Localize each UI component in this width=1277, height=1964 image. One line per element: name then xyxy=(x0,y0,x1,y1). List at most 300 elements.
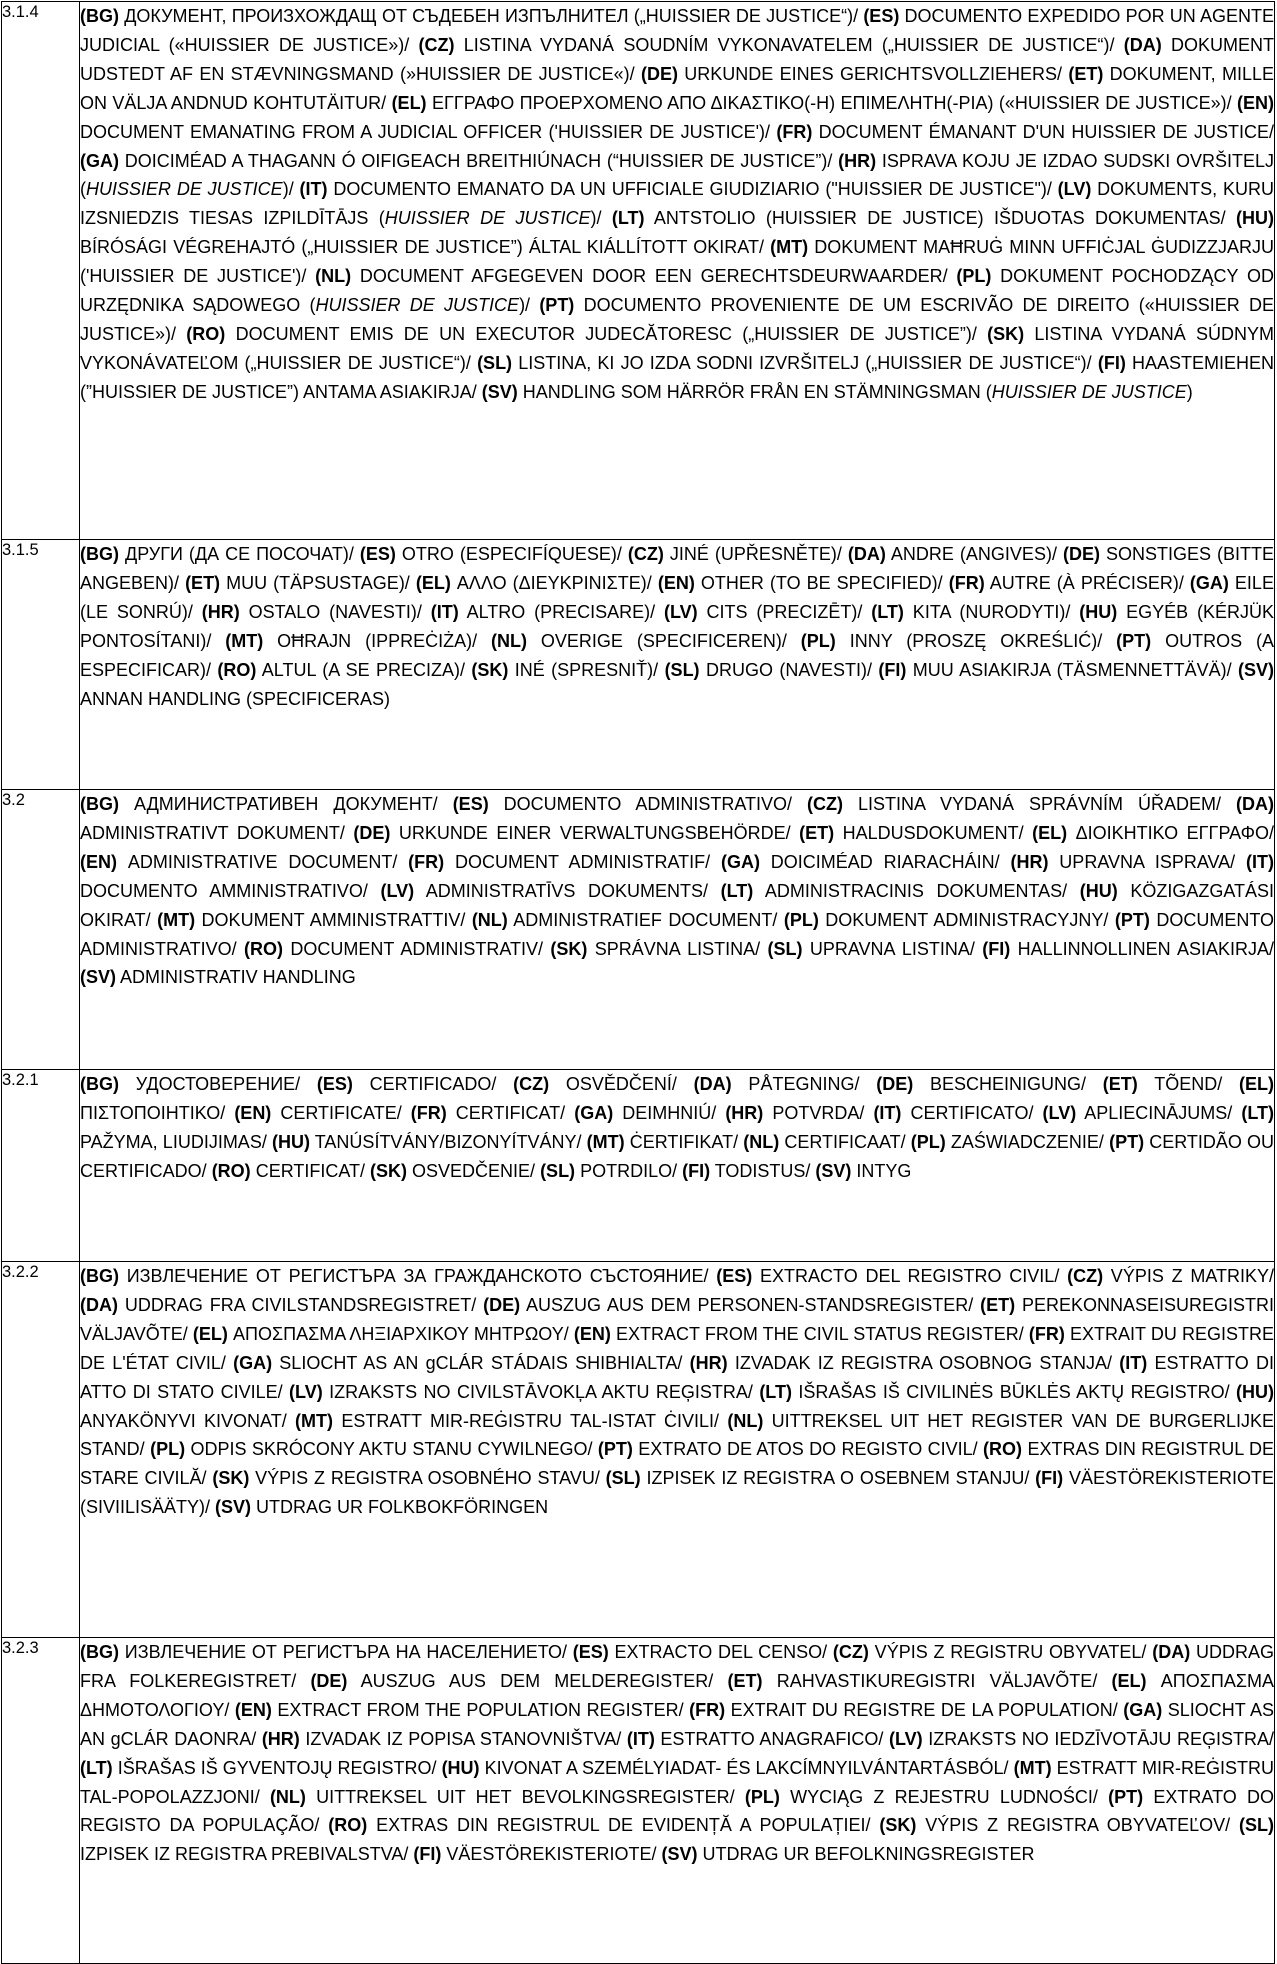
translation-text: VÝPIS Z REGISTRA OSOBNÉHO STAVU/ xyxy=(249,1468,606,1489)
translation-text: VÝPIS Z REGISTRA OBYVATEĽOV/ xyxy=(916,1815,1240,1836)
translation-text: ESTRATT MIR-REĠISTRU TAL-ISTAT ĊIVILI/ xyxy=(333,1410,728,1431)
translation-text: ΑΠΟΣΠΑΣΜΑ ΛΗΞΙΑΡΧΙΚΟΥ ΜΗΤΡΩΟΥ/ xyxy=(227,1323,574,1344)
translation-text: EXTRAIT DU REGISTRE DE L'ÉTAT CIVIL/ xyxy=(80,1323,1274,1373)
translation-text: LISTINA VYDANÁ SPRÁVNÍM ÚŘADEM/ xyxy=(843,794,1237,814)
translation-text: EXTRACT FROM THE POPULATION REGISTER/ xyxy=(271,1699,690,1720)
row-number: 3.1.5 xyxy=(2,540,80,790)
translation-text: ИЗВЛЕЧЕНИЕ ОТ РЕГИСТЪРА ЗА ГРАЖДАНСКОТО СЪСТОЯНИЕ/ xyxy=(119,1266,717,1286)
translation-text-end: ) xyxy=(1186,381,1193,402)
translation-text: HALLINNOLLINEN ASIAKIRJA/ xyxy=(1010,938,1275,959)
translation-text: UDDRAG FRA FOLKEREGISTRET/ xyxy=(80,1642,1274,1691)
translation-text: IZVADAK IZ POPISA STANOVNIŠTVA/ xyxy=(299,1728,627,1749)
translation-text: URKUNDE EINER VERWALTUNGSBEHÖRDE/ xyxy=(390,822,800,843)
translation-text: UPRAVNA ISPRAVA/ xyxy=(1048,851,1247,872)
document-table-body xyxy=(2,2,1275,1964)
language-code: (CZ) xyxy=(1067,1266,1104,1286)
translation-text: DOCUMENTO EXPEDIDO POR UN AGENTE JUDICIAL («HUISSIER DE JUSTICE»)/ xyxy=(80,6,1274,55)
language-code: (PT) xyxy=(1116,630,1152,651)
row-text xyxy=(80,1262,1275,1638)
translation-text: DOCUMENTO AMMINISTRATIVO/ xyxy=(80,880,381,901)
language-code: (HR) xyxy=(689,1352,728,1373)
language-code: (FR) xyxy=(1028,1323,1065,1344)
translation-text: OSVĚDČENÍ/ xyxy=(549,1074,694,1094)
translation-text: ADMINISTRATIVT DOKUMENT/ xyxy=(80,822,354,843)
language-code: (BG) xyxy=(80,6,119,26)
translation-text: BESCHEINIGUNG/ xyxy=(913,1074,1103,1094)
translation-text: RAHVASTIKUREGISTRI VÄLJAVÕTE/ xyxy=(762,1670,1112,1691)
language-code: (DA) xyxy=(847,544,886,564)
translation-text: EXTRAIT DU REGISTRE DE LA POPULATION/ xyxy=(725,1699,1124,1720)
translation-text: LISTINA VYDANÁ SÚDNYM VYKONÁVATEĽOM („HUISSIER DE JUSTICE“)/ xyxy=(80,323,1274,373)
row-number: 3.2 xyxy=(2,790,80,1070)
language-code: (SV) xyxy=(815,1160,852,1181)
translation-text: IZPISEK IZ REGISTRA PREBIVALSTVA/ xyxy=(80,1844,414,1865)
row-text xyxy=(80,540,1275,790)
language-code: (EL) xyxy=(391,92,427,113)
language-code: (EN) xyxy=(1237,92,1275,113)
translation-text: CERTIFICADO/ xyxy=(352,1074,514,1094)
translation-text: DOCUMENTO PROVENIENTE DE UM ESCRIVÃO DE DIREITO («HUISSIER DE JUSTICE»)/ xyxy=(80,295,1274,344)
language-code: (RO) xyxy=(328,1815,368,1836)
translation-text: OSVEDČENIE/ xyxy=(407,1160,541,1181)
translation-text: DOCUMENT EMIS DE UN EXECUTOR JUDECĂTORESC („HUISSIER DE JUSTICE”)/ xyxy=(225,323,988,344)
language-code: (PL) xyxy=(956,266,992,287)
language-code: (SV) xyxy=(661,1844,698,1865)
translation-text: SLIOCHT AS AN gCLÁR DAONRA/ xyxy=(80,1699,1274,1749)
row-number: 3.2.3 xyxy=(2,1638,80,1964)
translation-text: DOCUMENT AFGEGEVEN DOOR EEN GERECHTSDEURWAARDER/ xyxy=(351,266,957,287)
row-text xyxy=(80,790,1275,1070)
language-code: (PL) xyxy=(744,1786,780,1807)
translation-text: AUSZUG AUS DEM PERSONEN-STANDSREGISTER/ xyxy=(520,1294,981,1315)
language-code: (EL) xyxy=(1239,1074,1274,1094)
language-code: (CZ) xyxy=(513,1074,550,1094)
language-code: (DA) xyxy=(1123,34,1162,55)
translation-text: TANÚSÍTVÁNY/BIZONYÍTVÁNY/ xyxy=(309,1131,587,1152)
language-code: (HU) xyxy=(1236,208,1274,229)
translation-text: ΑΛΛΟ (ΔΙΕΥΚΡΙΝΙΣΤΕ)/ xyxy=(450,572,658,593)
language-code: (ET) xyxy=(1102,1074,1138,1094)
translation-text: DOKUMENT ADMINISTRACYJNY/ xyxy=(818,909,1115,930)
language-code: (ET) xyxy=(799,822,835,843)
language-code: (ES) xyxy=(359,544,396,564)
language-code: (EL) xyxy=(192,1323,228,1344)
language-code: (CZ) xyxy=(627,544,664,564)
translation-text: KIVONAT A SZEMÉLYIADAT- ÉS LAKCÍMNYILVÁNTARTÁSBÓL/ xyxy=(479,1757,1014,1778)
translation-text: УДОСТОВЕРЕНИЕ/ xyxy=(119,1074,317,1094)
language-code: (IT) xyxy=(299,179,328,200)
language-code: (RO) xyxy=(244,938,284,959)
language-code: (LV) xyxy=(664,601,698,622)
language-code: (PT) xyxy=(597,1439,633,1460)
translation-text: TODISTUS/ xyxy=(710,1160,816,1181)
language-code: (PT) xyxy=(1109,1131,1145,1152)
language-code: (DE) xyxy=(310,1670,348,1691)
translation-text: OTRO (ESPECIFÍQUESE)/ xyxy=(395,544,628,564)
language-code: (EN) xyxy=(234,1102,272,1123)
translation-text: CITS (PRECIZĒT)/ xyxy=(697,601,872,622)
language-code: (PL) xyxy=(910,1131,946,1152)
translation-text: DOCUMENTO EMANATO DA UN UFFICIALE GIUDIZIARIO ("HUISSIER DE JUSTICE")/ xyxy=(327,179,1058,200)
language-code: (MT) xyxy=(157,909,196,930)
translation-text-end: )/ xyxy=(282,179,300,200)
translation-text: EXTRACTO DEL CENSO/ xyxy=(608,1642,833,1662)
language-code: (GA) xyxy=(80,150,119,171)
translation-text: ΑΠΟΣΠΑΣΜΑ ΔΗΜΟΤΟΛΟΓΙΟΥ/ xyxy=(80,1670,1274,1720)
language-code: (IT) xyxy=(626,1728,655,1749)
translation-text: JINÉ (UPŘESNĚTE)/ xyxy=(663,544,848,564)
language-code: (IT) xyxy=(1246,851,1274,872)
language-code: (HU) xyxy=(1079,601,1118,622)
language-code: (LT) xyxy=(611,208,645,229)
language-code: (GA) xyxy=(1189,572,1229,593)
language-code: (SV) xyxy=(1237,659,1274,680)
translation-text: IZPISEK IZ REGISTRA O OSEBNEM STANJU/ xyxy=(640,1468,1036,1489)
translation-text: EXTRACTO DEL REGISTRO CIVIL/ xyxy=(752,1266,1068,1286)
translation-text: IZVADAK IZ REGISTRA OSOBNOG STANJA/ xyxy=(727,1352,1120,1373)
language-code: (HR) xyxy=(1010,851,1049,872)
language-code: (SK) xyxy=(212,1468,250,1489)
translation-text: ΔΙΟΙΚΗΤΙΚΟ ΕΓΓΡΑΦΟ/ xyxy=(1067,822,1274,843)
italic-term: HUISSIER DE JUSTICE xyxy=(991,381,1187,402)
language-code: (NL) xyxy=(743,1131,780,1152)
translation-text: DOKUMENT AMMINISTRATTIV/ xyxy=(195,909,472,930)
language-code: (HR) xyxy=(838,150,877,171)
translation-text-end: )/ xyxy=(590,208,612,229)
translation-text-end: )/ xyxy=(519,295,540,316)
translation-text: CERTIDÃO OU CERTIFICADO/ xyxy=(80,1131,1275,1181)
language-code: (FI) xyxy=(682,1160,711,1181)
translation-text: INÉ (SPRESNIŤ)/ xyxy=(508,659,665,680)
translation-text: UDDRAG FRA CIVILSTANDSREGISTRET/ xyxy=(118,1294,484,1315)
table-row xyxy=(2,1070,1275,1262)
language-code: (MT) xyxy=(586,1131,625,1152)
language-code: (HU) xyxy=(271,1131,310,1152)
translation-text: VÄESTÖREKISTERIOTE/ xyxy=(441,1844,662,1865)
language-code: (EN) xyxy=(657,572,695,593)
language-code: (RO) xyxy=(211,1160,251,1181)
translation-text: IZRAKSTS NO IEDZĪVOTĀJU REĢISTRA/ xyxy=(922,1728,1274,1749)
language-code: (DE) xyxy=(640,63,678,84)
language-code: (ET) xyxy=(185,572,221,593)
translation-text: DOCUMENT ÉMANANT D'UN HUISSIER DE JUSTICE/ xyxy=(812,121,1274,142)
language-code: (FR) xyxy=(408,851,445,872)
translation-text: ANDRE (ANGIVES)/ xyxy=(885,544,1063,564)
translation-text: АДМИНИСТРАТИВЕН ДОКУМЕНТ/ xyxy=(119,794,453,814)
language-code: (SL) xyxy=(477,352,513,373)
table-row xyxy=(2,790,1275,1070)
language-code: (EN) xyxy=(573,1323,611,1344)
language-code: (PT) xyxy=(1114,909,1150,930)
language-code: (BG) xyxy=(80,1266,119,1286)
language-code: (LV) xyxy=(1042,1102,1077,1123)
language-code: (FR) xyxy=(776,121,813,142)
translation-text: DRUGO (NAVESTI)/ xyxy=(699,659,879,680)
language-code: (DA) xyxy=(1236,794,1275,814)
translation-text: UITTREKSEL UIT HET REGISTER VAN DE BURGERLIJKE STAND/ xyxy=(80,1410,1274,1460)
language-code: (RO) xyxy=(217,659,257,680)
translation-text: KITA (NURODYTI)/ xyxy=(903,601,1080,622)
language-code: (FI) xyxy=(878,659,907,680)
translation-text: VÝPIS Z MATRIKY/ xyxy=(1103,1266,1275,1286)
italic-term: HUISSIER DE JUSTICE xyxy=(315,295,520,316)
translation-text: EILE (LE SONRÚ)/ xyxy=(80,572,1274,622)
table-row xyxy=(2,1638,1275,1964)
translation-text: OUTROS (A ESPECIFICAR)/ xyxy=(80,630,1274,680)
translation-text: BÍRÓSÁGI VÉGREHAJTÓ („HUISSIER DE JUSTICE”) ÁLTAL KIÁLLÍTOTT OKIRAT/ xyxy=(80,237,771,258)
row-number: 3.2.1 xyxy=(2,1070,80,1262)
translation-text: LISTINA VYDANÁ SOUDNÍM VYKONAVATELEM („HUISSIER DE JUSTICE“)/ xyxy=(454,34,1124,55)
language-code: (FI) xyxy=(1035,1468,1064,1489)
language-code: (GA) xyxy=(720,851,760,872)
row-text xyxy=(80,2,1275,540)
translation-text: IZRAKSTS NO CIVILSTĀVOKĻA AKTU REĢISTRA/ xyxy=(322,1381,760,1402)
translation-text: POTRDILO/ xyxy=(575,1160,683,1181)
language-code: (SL) xyxy=(664,659,700,680)
translation-text: CERTIFICAT/ xyxy=(446,1102,575,1123)
italic-term: HUISSIER DE JUSTICE xyxy=(86,179,283,200)
language-code: (HU) xyxy=(441,1757,480,1778)
language-code: (LT) xyxy=(80,1757,113,1778)
translation-text: DOCUMENT EMANATING FROM A JUDICIAL OFFICER ('HUISSIER DE JUSTICE')/ xyxy=(80,121,777,142)
translation-text: ADMINISTRATĪVS DOKUMENTS/ xyxy=(414,880,721,901)
translation-text: URKUNDE EINES GERICHTSVOLLZIEHERS/ xyxy=(677,63,1069,84)
language-code: (SV) xyxy=(80,967,116,988)
translation-text: ESTRATTO ANAGRAFICO/ xyxy=(654,1728,889,1749)
language-code: (LV) xyxy=(289,1381,323,1402)
language-code: (CZ) xyxy=(807,794,843,814)
language-code: (SL) xyxy=(605,1468,641,1489)
table-row xyxy=(2,1262,1275,1638)
translation-text: ISPRAVA KOJU JE IZDAO SUDSKI OVRŠITELJ ( xyxy=(80,150,1274,200)
translation-text: POTVRDA/ xyxy=(763,1102,874,1123)
language-code: (DA) xyxy=(1152,1642,1191,1662)
translation-text: HAASTEMIEHEN (”HUISSIER DE JUSTICE”) ANTAMA ASIAKIRJA/ xyxy=(80,352,1275,402)
translation-text: WYCIĄG Z REJESTRU LUDNOŚCI/ xyxy=(779,1786,1109,1807)
language-code: (SL) xyxy=(767,938,803,959)
language-code: (FR) xyxy=(689,1699,726,1720)
language-code: (LV) xyxy=(380,880,415,901)
language-code: (ES) xyxy=(716,1266,753,1286)
language-code: (NL) xyxy=(727,1410,764,1431)
language-code: (EN) xyxy=(80,851,117,872)
translation-text: DOCUMENT ADMINISTRATIV/ xyxy=(283,938,551,959)
language-code: (FI) xyxy=(982,938,1011,959)
language-code: (BG) xyxy=(80,1642,119,1662)
language-code: (NL) xyxy=(491,630,527,651)
language-code: (RO) xyxy=(983,1439,1023,1460)
language-code: (FR) xyxy=(410,1102,447,1123)
translation-text: UITTREKSEL UIT HET BEVOLKINGSREGISTER/ xyxy=(305,1786,745,1807)
translation-text: UTDRAG UR FOLKBOKFÖRINGEN xyxy=(251,1497,549,1518)
translation-text: ZAŚWIADCZENIE/ xyxy=(945,1131,1110,1152)
language-code: (PL) xyxy=(150,1439,186,1460)
language-code: (PT) xyxy=(1108,1786,1144,1807)
language-code: (LV) xyxy=(1057,179,1092,200)
translation-text: ADMINISTRATIEF DOCUMENT/ xyxy=(507,909,784,930)
translation-text: ANYAKÖNYVI KIVONAT/ xyxy=(80,1410,296,1431)
translation-text: PÅTEGNING/ xyxy=(731,1074,877,1094)
language-code: (EL) xyxy=(415,572,451,593)
table-row xyxy=(2,2,1275,540)
translation-text: HANDLING SOM HÄRRÖR FRÅN EN STÄMNINGSMAN ( xyxy=(517,381,992,402)
language-code: (DE) xyxy=(1062,544,1100,564)
translation-text: PEREKONNASEISUREGISTRI VÄLJAVÕTE/ xyxy=(80,1294,1274,1344)
language-code: (RO) xyxy=(186,323,226,344)
translation-text: ДОКУМЕНТ, ПРОИЗХОЖДАЩ ОТ СЪДЕБЕН ИЗПЪЛНИТЕЛ („HUISSIER DE JUSTICE“)/ xyxy=(119,6,864,26)
language-code: (ET) xyxy=(1068,63,1104,84)
translation-text: DOKUMENT MAĦRUĠ MINN UFFIĊJAL ĠUDIZZJARJU ('HUISSIER DE JUSTICE')/ xyxy=(80,237,1274,287)
translation-text: EXTRATO DE ATOS DO REGISTO CIVIL/ xyxy=(632,1439,984,1460)
translation-text: DOICIMÉAD A THAGANN Ó OIFIGEACH BREITHIÚNACH (“HUISSIER DE JUSTICE”)/ xyxy=(119,150,839,171)
language-code: (IT) xyxy=(1119,1352,1148,1373)
language-code: (ET) xyxy=(727,1670,763,1691)
language-code: (BG) xyxy=(80,794,119,814)
translation-text: OĦRAJN (IPPREĊIŻA)/ xyxy=(263,630,492,651)
translation-text: MUU (TÄPSUSTAGE)/ xyxy=(220,572,416,593)
translation-text: INNY (PROSZĘ OKREŚLIĆ)/ xyxy=(835,630,1117,651)
language-code: (ES) xyxy=(316,1074,353,1094)
translation-text: UPRAVNA LISTINA/ xyxy=(802,938,983,959)
language-code: (SK) xyxy=(550,938,588,959)
translation-text: HALDUSDOKUMENT/ xyxy=(834,822,1033,843)
language-code: (ES) xyxy=(572,1642,609,1662)
translation-text: INTYG xyxy=(851,1160,912,1181)
translation-text: IŠRAŠAS IŠ CIVILINĖS BŪKLĖS AKTŲ REGISTRO/ xyxy=(791,1381,1237,1402)
translation-text: ĊERTIFIKAT/ xyxy=(624,1131,744,1152)
translation-text: OVERIGE (SPECIFICEREN)/ xyxy=(527,630,801,651)
language-code: (GA) xyxy=(233,1352,273,1373)
translation-text: DOKUMENTS, KURU IZSNIEDZIS TIESAS IZPILDĪTĀJS ( xyxy=(80,179,1274,229)
translation-text: EXTRATO DO REGISTO DA POPULAÇÃO/ xyxy=(80,1786,1274,1836)
language-code: (FI) xyxy=(1097,352,1126,373)
row-number: 3.1.4 xyxy=(2,2,80,540)
translation-text: SONSTIGES (BITTE ANGEBEN)/ xyxy=(80,544,1274,593)
language-code: (NL) xyxy=(269,1786,306,1807)
translation-text: VÄESTÖREKISTERIOTE (SIVIILISÄÄTY)/ xyxy=(80,1468,1275,1518)
language-code: (SK) xyxy=(370,1160,408,1181)
translation-text: KÖZIGAZGATÁSI OKIRAT/ xyxy=(80,880,1275,930)
translation-text: UTDRAG UR BEFOLKNINGSREGISTER xyxy=(697,1844,1035,1865)
language-code: (EN) xyxy=(234,1699,272,1720)
translation-text: APLIECINĀJUMS/ xyxy=(1076,1102,1242,1123)
translation-text: OTHER (TO BE SPECIFIED)/ xyxy=(694,572,949,593)
language-code: (DA) xyxy=(80,1294,118,1315)
translation-text: ODPIS SKRÓCONY AKTU STANU CYWILNEGO/ xyxy=(185,1439,598,1460)
language-code: (ES) xyxy=(863,6,900,26)
translation-text: ESTRATT MIR-REĠISTRU TAL-POPOLAZZJONI/ xyxy=(80,1757,1274,1807)
translation-text: ΕΓΓΡΑΦΟ ΠΡΟΕΡΧΟΜΕΝΟ ΑΠΟ ΔΙΚΑΣΤΙΚΟ(-Η) ΕΠΙΜΕΛΗΤΗ(-ΡΙΑ) («HUISSIER DE JUSTICE»)/ xyxy=(426,92,1238,113)
translation-text: CERTIFICAT/ xyxy=(250,1160,371,1181)
language-code: (SK) xyxy=(987,323,1025,344)
translation-text: EXTRAS DIN REGISTRUL DE STARE CIVILĂ/ xyxy=(80,1439,1275,1489)
row-text xyxy=(80,1638,1275,1964)
language-code: (FR) xyxy=(948,572,985,593)
translation-text: ANTSTOLIO (HUISSIER DE JUSTICE) IŠDUOTAS DOKUMENTAS/ xyxy=(644,208,1236,229)
language-code: (SL) xyxy=(1239,1815,1275,1836)
translation-text: DEIMHNIÚ/ xyxy=(613,1102,726,1123)
translation-text: EXTRAS DIN REGISTRUL DE EVIDENȚĂ A POPULAȚIEI/ xyxy=(367,1815,880,1836)
translation-text: ИЗВЛЕЧЕНИЕ ОТ РЕГИСТЪРА НА НАСЕЛЕНИЕТО/ xyxy=(119,1642,573,1662)
language-code: (SK) xyxy=(471,659,509,680)
language-code: (BG) xyxy=(80,1074,119,1094)
translation-text: AUTRE (À PRÉCISER)/ xyxy=(984,572,1190,593)
language-code: (DA) xyxy=(693,1074,732,1094)
translation-text: ALTUL (A SE PRECIZA)/ xyxy=(256,659,472,680)
translation-text: ΠΙΣΤΟΠΟΙΗΤΙΚΟ/ xyxy=(80,1102,235,1123)
language-code: (HU) xyxy=(1079,880,1118,901)
translation-text: ALTRO (PRECISARE)/ xyxy=(458,601,665,622)
translation-text: ADMINISTRATIVE DOCUMENT/ xyxy=(117,851,409,872)
language-code: (HR) xyxy=(201,601,240,622)
translation-text: LISTINA, KI JO IZDA SODNI IZVRŠITELJ („HUISSIER DE JUSTICE“)/ xyxy=(512,352,1098,373)
language-code: (EL) xyxy=(1111,1670,1147,1691)
translation-text: ДРУГИ (ДА СЕ ПОСОЧАТ)/ xyxy=(119,544,360,564)
language-code: (DE) xyxy=(876,1074,914,1094)
translation-text: VÝPIS Z REGISTRU OBYVATEL/ xyxy=(868,1642,1153,1662)
language-code: (SV) xyxy=(215,1497,252,1518)
language-code: (LT) xyxy=(871,601,904,622)
translation-text: AUSZUG AUS DEM MELDEREGISTER/ xyxy=(347,1670,728,1691)
language-code: (PL) xyxy=(783,909,819,930)
language-code: (ET) xyxy=(980,1294,1016,1315)
language-code: (SV) xyxy=(481,381,518,402)
document-table xyxy=(1,1,1275,1964)
translation-text: DOKUMENT UDSTEDT AF EN STÆVNINGSMAND (»HUISSIER DE JUSTICE«)/ xyxy=(80,34,1275,84)
language-code: (PL) xyxy=(800,630,836,651)
translation-text: MUU ASIAKIRJA (TÄSMENNETTÄVÄ)/ xyxy=(906,659,1238,680)
translation-text: ESTRATTO DI ATTO DI STATO CIVILE/ xyxy=(80,1352,1274,1402)
language-code: (LT) xyxy=(720,880,754,901)
language-code: (NL) xyxy=(315,266,352,287)
language-code: (MT) xyxy=(225,630,264,651)
language-code: (HR) xyxy=(725,1102,764,1123)
language-code: (FI) xyxy=(413,1844,442,1865)
translation-text: DOCUMENT ADMINISTRATIF/ xyxy=(444,851,721,872)
language-code: (EL) xyxy=(1032,822,1068,843)
language-code: (MT) xyxy=(770,237,809,258)
language-code: (SK) xyxy=(879,1815,917,1836)
translation-text: EGYÉB (KÉRJÜK PONTOSÍTANI)/ xyxy=(80,601,1274,651)
row-text xyxy=(80,1070,1275,1262)
language-code: (LV) xyxy=(888,1728,923,1749)
translation-text: TÕEND/ xyxy=(1137,1074,1239,1094)
translation-text: IŠRAŠAS IŠ GYVENTOJŲ REGISTRO/ xyxy=(112,1757,442,1778)
translation-text: ADMINISTRACINIS DOKUMENTAS/ xyxy=(753,880,1080,901)
language-code: (MT) xyxy=(295,1410,334,1431)
language-code: (DE) xyxy=(353,822,391,843)
translation-text: ADMINISTRATIV HANDLING xyxy=(116,967,356,988)
language-code: (PT) xyxy=(539,295,575,316)
language-code: (DE) xyxy=(483,1294,521,1315)
language-code: (LT) xyxy=(759,1381,792,1402)
translation-text: CERTIFICATE/ xyxy=(271,1102,411,1123)
language-code: (HU) xyxy=(1236,1381,1275,1402)
language-code: (IT) xyxy=(873,1102,902,1123)
language-code: (GA) xyxy=(574,1102,614,1123)
row-number: 3.2.2 xyxy=(2,1262,80,1638)
translation-text: ANNAN HANDLING (SPECIFICERAS) xyxy=(80,688,391,709)
italic-term: HUISSIER DE JUSTICE xyxy=(384,208,591,229)
language-code: (HR) xyxy=(261,1728,300,1749)
translation-text: DOCUMENTO ADMINISTRATIVO/ xyxy=(488,794,808,814)
translation-text: SLIOCHT AS AN gCLÁR STÁDAIS SHIBHIALTA/ xyxy=(272,1352,690,1373)
language-code: (GA) xyxy=(1123,1699,1163,1720)
language-code: (IT) xyxy=(430,601,459,622)
language-code: (CZ) xyxy=(418,34,455,55)
language-code: (SL) xyxy=(540,1160,576,1181)
table-row xyxy=(2,540,1275,790)
